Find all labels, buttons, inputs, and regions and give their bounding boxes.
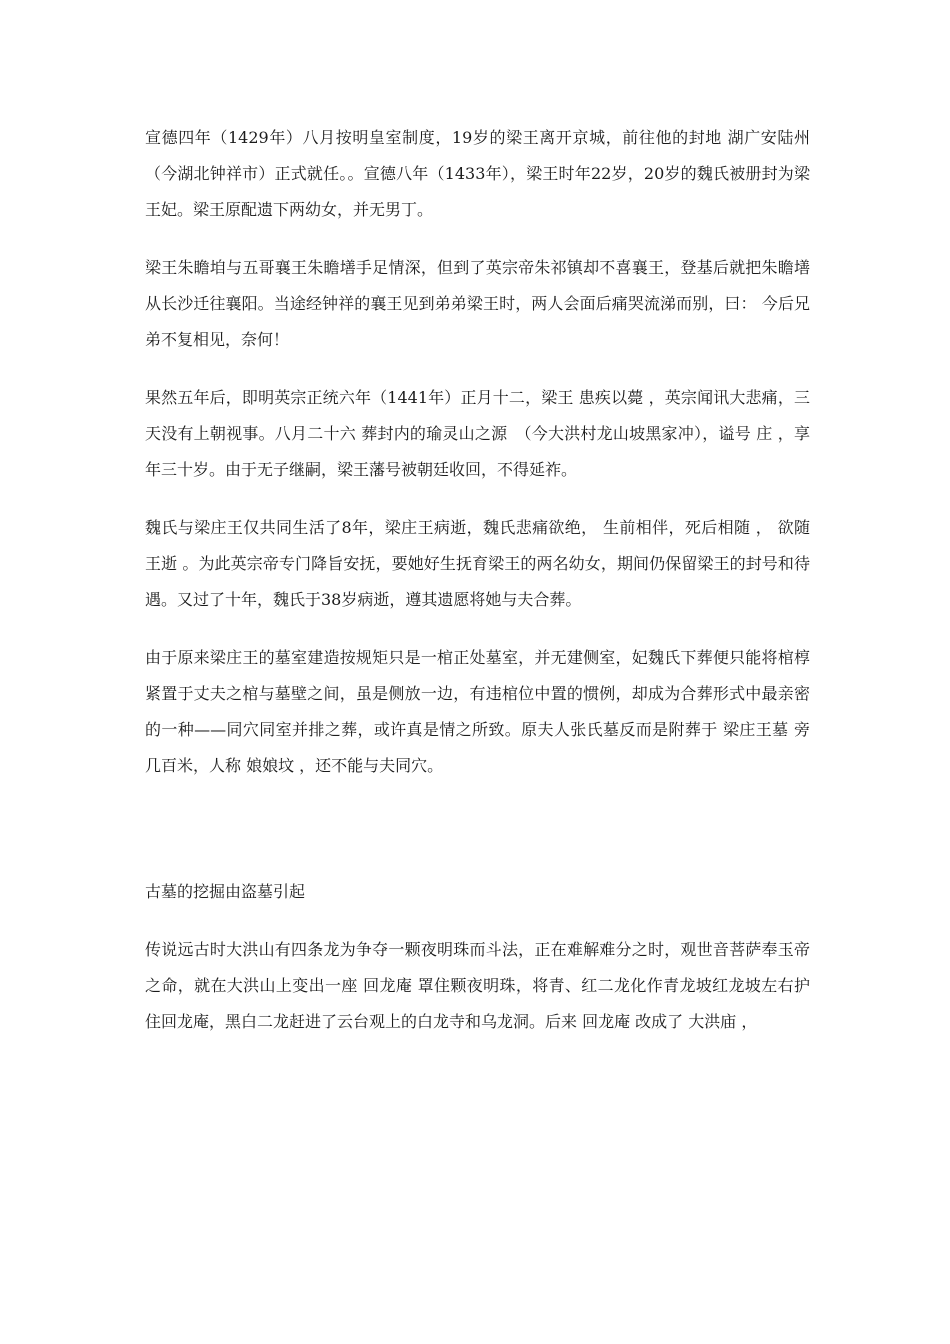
section-heading: 古墓的挖掘由盗墓引起 bbox=[145, 882, 306, 901]
paragraph-wei-shi: 魏氏与梁庄王仅共同生活了8年，梁庄王病逝，魏氏悲痛欲绝， 生前相伴，死后相随 ， 欲随王逝 。为此英宗帝专门降旨安抚，要她好生抚育梁王的两名幼女，期间仍保留梁王的封号和待遇。又过了十年，魏氏于38岁病逝，遵其遗愿将她与夫合葬。 bbox=[145, 518, 810, 609]
paragraph-joint-burial: 由于原来梁庄王的墓室建造按规矩只是一棺正处墓室，并无建侧室，妃魏氏下葬便只能将棺椁紧置于丈夫之棺与墓壁之间，虽是侧放一边，有违棺位中置的惯例，却成为合葬形式中最亲密的一种——同穴同室并排之葬，或许真是情之所致。原夫人张氏墓反而是附葬于 梁庄王墓 旁几百米，人称 娘娘坟 ，还不能与夫同穴。 bbox=[145, 648, 810, 775]
paragraph-dragon-legend: 传说远古时大洪山有四条龙为争夺一颗夜明珠而斗法，正在难解难分之时，观世音菩萨奉玉帝之命，就在大洪山上变出一座 回龙庵 罩住颗夜明珠，将青、红二龙化作青龙坡红龙坡左右护住回龙庵，黑白二龙赶进了云台观上的白龙寺和乌龙洞。后来 回龙庵 改成了 大洪庙 ， bbox=[145, 940, 810, 1031]
paragraph-liang-wang-death: 果然五年后，即明英宗正统六年（1441年）正月十二，梁王 患疾以薨 ，英宗闻讯大悲痛，三天没有上朝视事。八月二十六 葬封内的瑜灵山之源 （今大洪村龙山坡黑家冲），谥号 庄 ，享年三十岁。由于无子继嗣，梁王藩号被朝廷收回，不得延祚。 bbox=[145, 388, 810, 479]
paragraph-liang-wang-enfeoffment: 宣德四年（1429年）八月按明皇室制度，19岁的梁王离开京城，前往他的封地 湖广安陆州 （今湖北钟祥市）正式就任。。宣德八年（1433年），梁王时年22岁，20岁的魏氏被册封为梁王妃。梁王原配遗下两幼女，并无男丁。 bbox=[145, 128, 816, 219]
paragraph-brothers-farewell: 梁王朱瞻垍与五哥襄王朱瞻墡手足情深，但到了英宗帝朱祁镇却不喜襄王，登基后就把朱瞻墡从长沙迁往襄阳。当途经钟祥的襄王见到弟弟梁王时，两人会面后痛哭流涕而别，曰： 今后兄弟不复相见，奈何！ bbox=[145, 258, 810, 349]
document-body bbox=[145, 120, 816, 1040]
